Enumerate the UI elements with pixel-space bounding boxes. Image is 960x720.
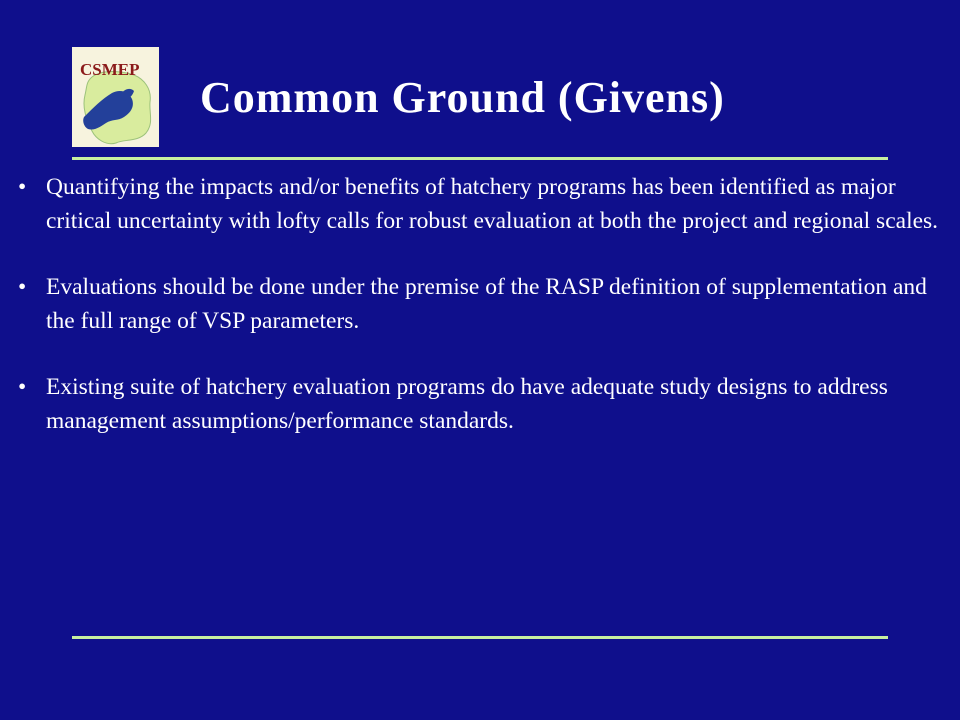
slide-title: Common Ground (Givens) (200, 73, 725, 122)
bullet-text: Evaluations should be done under the premise of the RASP definition of supplementation and the full range of VSP parameters. (46, 274, 927, 334)
bullet-text: Quantifying the impacts and/or benefits of hatchery programs has been identified as major critical uncertainty with lofty calls for robust evaluation at both the project and regional scales. (46, 174, 939, 234)
bullet-list (18, 170, 948, 470)
top-divider (72, 157, 888, 160)
bullet-glyph: • (18, 374, 27, 400)
bullet-item (18, 370, 948, 438)
csmep-logo (72, 47, 159, 147)
bottom-divider (72, 636, 888, 639)
bullet-text: Existing suite of hatchery evaluation programs do have adequate study designs to address management assumptions/performance standards. (46, 374, 888, 434)
bullet-item (18, 270, 948, 338)
bullet-item (18, 170, 948, 238)
map-logo-icon (72, 47, 159, 147)
logo-text: CSMEP (80, 60, 140, 79)
bullet-glyph: • (18, 274, 27, 300)
bullet-glyph: • (18, 174, 27, 200)
